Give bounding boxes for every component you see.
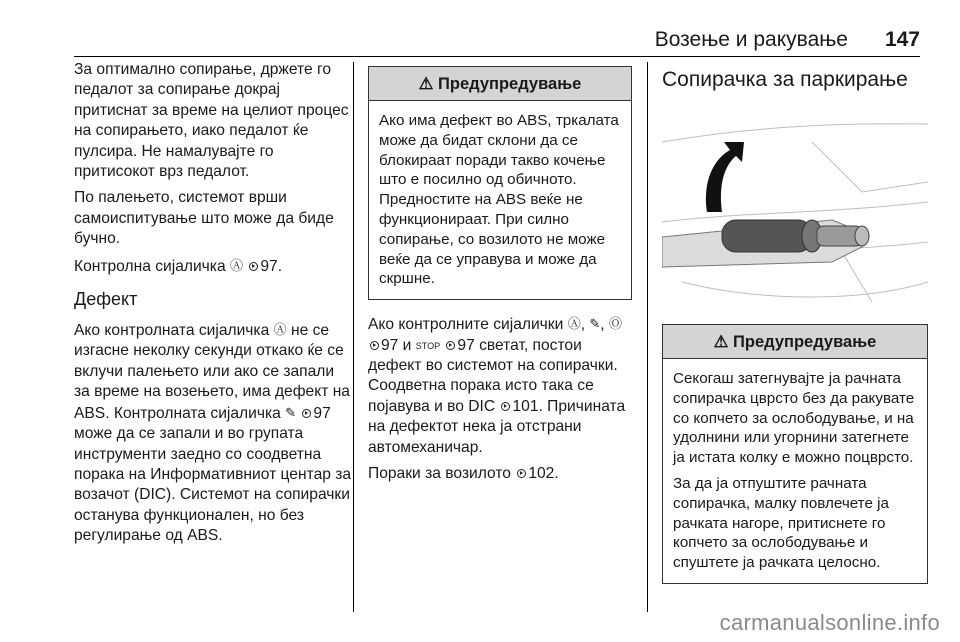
column-divider-1 <box>353 62 354 612</box>
section-heading-fault: Дефект <box>74 289 138 310</box>
text: Пораки за возилото <box>368 465 511 483</box>
abs-warning-icon: Ⓐ <box>230 257 244 273</box>
parking-brake-drawing <box>662 102 928 312</box>
parking-brake-illustration <box>662 102 928 312</box>
brake-warning-icon: Ⓞ <box>608 316 622 332</box>
column-1 <box>74 60 352 553</box>
section-heading-parking-brake: Сопирачка за паркирање <box>662 68 908 91</box>
warning-title: Предупредување <box>733 333 877 351</box>
paragraph-optimal-braking: За оптимално сопирање, држете го педалот за сопирање докрај притиснат за време на целиот процес на сопирањето, иако педалот ќе пулсира. Не намалувајте го притисокот врз педалот. <box>74 61 349 181</box>
watermark: carmanualsonline.info <box>719 610 940 635</box>
text: Ако контролните сијалички <box>368 316 564 334</box>
paragraph-self-test: По палењето, системот врши самоиспитување што може да биде бучно. <box>74 189 334 248</box>
text: 97 и <box>381 336 412 354</box>
abs-warning-icon: Ⓐ <box>567 316 581 332</box>
wrench-icon: ✎ <box>285 404 297 420</box>
text: 101. Причината на дефектот нека ја отстрани автомеханичар. <box>368 397 626 456</box>
warning-header <box>663 325 927 359</box>
warning-triangle-icon: ⚠ <box>713 333 729 351</box>
warning-body <box>663 359 927 583</box>
warning-triangle-icon: ⚠ <box>418 75 434 93</box>
warning-text-2: За да ја отпуштите рачната сопирачка, малку повлечете ја рачката нагоре, притиснете го копчето за ослободување и спуштете ја рачката целосно. <box>673 474 889 572</box>
column-2 <box>368 66 632 490</box>
page-reference-icon <box>517 469 526 478</box>
paragraph-brake-fault: Ако контролните сијалички Ⓐ, ✎, Ⓞ 97 и STOP 97 светат, постои дефект во системот на сопирачки. Соодветна порака исто така се појавува и во DIC 101. Причината на дефектот нека ја отстрани автомеханичар. <box>368 316 626 456</box>
page-reference-icon <box>249 262 258 271</box>
abs-warning-icon: Ⓐ <box>273 322 287 338</box>
warning-box-abs <box>368 66 632 300</box>
page-reference[interactable]: 102. <box>528 465 559 483</box>
warning-text: Ако има дефект во ABS, тркалата може да бидат склони да се блокираат поради такво кочење што е посилно од обичното. Предностите на ABS веќе не функционираат. При силно сопирање, со возилото не може веќе да се управува и може да скршне. <box>379 112 619 288</box>
header-rule <box>74 56 920 57</box>
page-reference-icon <box>302 409 311 418</box>
stop-icon: STOP <box>415 340 441 351</box>
text: 97 може да се запали и во групата инструменти заедно со соодветна порака на Информативниот центар за возачот (DIC). Системот на сопирачки останува функционален, но без регулирање од ABS. <box>74 404 352 545</box>
paragraph-vehicle-messages <box>368 464 632 484</box>
warning-text-1: Секогаш затегнувајте ја рачната сопирачка цврсто без да ракувате со копчето за ослободување, и на удолнини или угорнини затегнете ја истата колку е можно поцврсто. <box>673 370 915 467</box>
column-divider-2 <box>647 62 648 612</box>
column-3 <box>662 64 928 594</box>
paragraph-control-light <box>74 256 352 277</box>
warning-header <box>369 67 631 101</box>
text: Ако контролната сијаличка <box>74 322 270 340</box>
paragraph-fault <box>74 320 352 546</box>
page-reference-icon <box>370 341 379 350</box>
warning-title: Предупредување <box>438 75 582 93</box>
page-header-title: Возење и ракување <box>654 28 848 51</box>
wrench-icon: ✎ <box>589 316 601 332</box>
page-reference-icon <box>501 402 510 411</box>
text: 97 светат, постои дефект во системот на сопирачки. Соодветна порака исто така се појавува и во DIC <box>368 336 618 415</box>
page-reference[interactable]: 97. <box>260 257 283 275</box>
text: не се изгасне неколку секунди откако ќе се вклучи палењето или ако се запали за време на возењето, има дефект на ABS. Контролната сијаличка <box>74 322 350 422</box>
text: Контролна сијаличка <box>74 257 226 275</box>
warning-box-parking-brake <box>662 324 928 584</box>
warning-body <box>369 101 631 299</box>
page-header <box>0 24 960 56</box>
page-reference-icon <box>446 341 455 350</box>
page-number: 147 <box>884 28 920 51</box>
